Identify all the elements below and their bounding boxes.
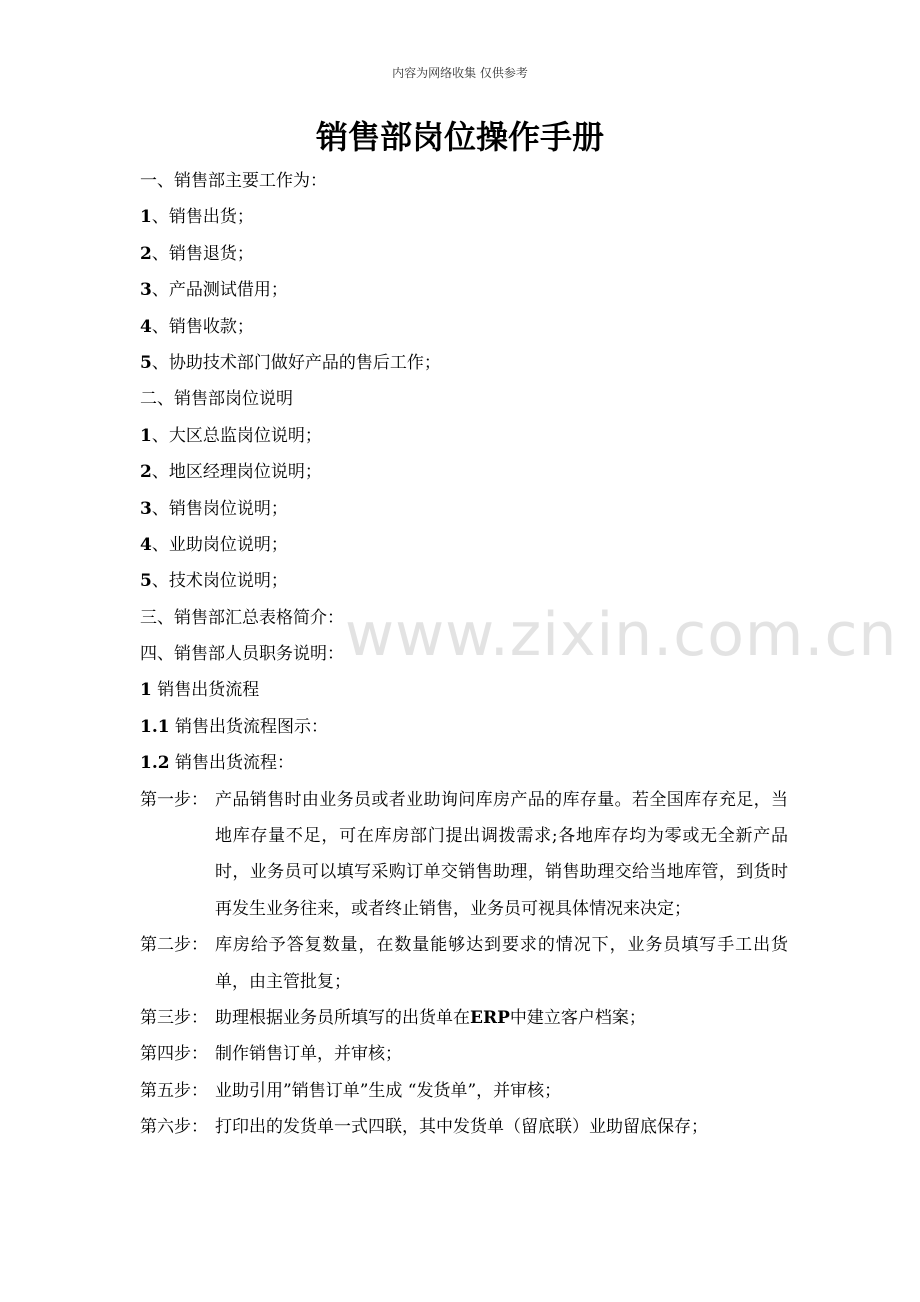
outline-line: 一、销售部主要工作为： [140,171,327,191]
outline-line: 4、业助岗位说明； [140,534,288,555]
watermark: www.zixin.com.cn [345,600,898,670]
outline-line: 4、销售收款； [140,316,254,337]
step-text: 制作销售订单，并审核； [215,1044,402,1065]
process-step [140,1073,788,1109]
step-label: 第一步： [140,789,208,810]
step-label: 第二步： [140,935,208,956]
header-note: 内容为网络收集 仅供参考 [392,66,528,80]
outline-line: 3、产品测试借用； [140,280,288,301]
outline-line: 四、销售部人员职务说明： [140,644,344,665]
step-text: 打印出的发货单一式四联，其中发货单（留底联）业助留底保存； [215,1117,708,1138]
document-title: 销售部岗位操作手册 [315,118,604,156]
outline-line: 1、销售出货； [140,207,254,228]
outline-line: 二、销售部岗位说明 [140,389,293,410]
outline-line: 1.2 销售出货流程： [140,753,294,774]
process-step [140,927,788,1000]
process-step [140,1109,788,1145]
outline-line: 1、大区总监岗位说明； [140,425,322,446]
step-label: 第三步： [140,1008,208,1029]
step-text: 助理根据业务员所填写的出货单在ERP中建立客户档案； [215,1008,646,1029]
step-label: 第四步： [140,1044,208,1065]
step-text: 业助引用”销售订单”生成 “发货单”，并审核； [215,1080,562,1101]
step-text: 库房给予答复数量，在数量能够达到要求的情况下，业务员填写手工出货单，由主管批复； [215,935,788,992]
process-step [140,782,788,928]
outline-line: 2、销售退货； [140,243,254,264]
outline-line: 3、销售岗位说明； [140,498,288,519]
step-label: 第五步： [140,1080,208,1101]
erp-term: ERP [470,1008,510,1029]
outline-line: 5、协助技术部门做好产品的售后工作； [140,352,441,373]
outline-line: 1.1 销售出货流程图示： [140,716,328,737]
outline-line: 1 销售出货流程 [140,680,260,701]
outline-line: 三、销售部汇总表格简介： [140,607,344,628]
process-step [140,1000,788,1036]
document-body [140,163,788,1146]
step-label: 第六步： [140,1117,208,1138]
step-text: 产品销售时由业务员或者业助询问库房产品的库存量。若全国库存充足，当地库存量不足，可在库房部门提出调拨需求;各地库存均为零或无全新产品时，业务员可以填写采购订单交销售助理，销售助理交给当地库管，到货时再发生业务往来，或者终止销售，业务员可视具体情况来决定； [215,789,788,919]
outline-line: 2、地区经理岗位说明； [140,462,322,483]
process-step [140,1036,788,1072]
outline-line: 5、技术岗位说明； [140,571,288,592]
